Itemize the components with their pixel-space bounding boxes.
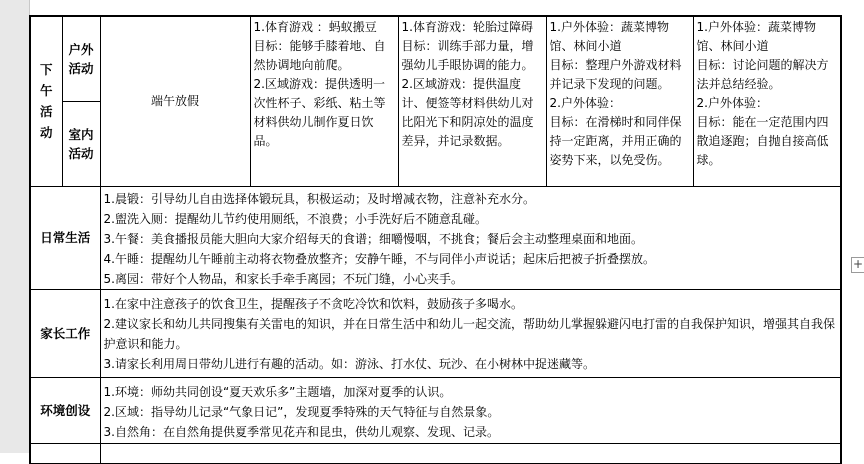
next-row-label	[30, 443, 100, 463]
afternoon-outdoor-row	[30, 16, 841, 101]
daily-life-row	[30, 186, 841, 289]
list-item: 1.环境：师幼共同创设“夏天欢乐多”主题墙，加深对夏季的认识。	[103, 384, 452, 399]
afternoon-activity-label: 下 午 活 动	[30, 16, 62, 186]
day5-afternoon-cell: 1.户外体验：蔬菜博物馆、林间小道 目标：讨论问题的解决方法并总结经验。 2.户外体验： 目标：能在一定范围内四散追逐跑；自抛自接高低球。	[693, 16, 841, 186]
next-row-content	[100, 443, 841, 463]
list-item: 2.建议家长和幼儿共同搜集有关雷电的知识，并在日常生活中和幼儿一起交流，帮助幼儿掌握躲避闪电打雷的自我保护知识，增强其自我保护意识和能力。	[103, 316, 835, 351]
day3-afternoon-cell: 1.体育游戏：轮胎过障碍 目标：训练手部力量，增强幼儿手眼协调的能力。 2.区域游戏：提供温度计、便签等材料供幼儿对比阳光下和阴凉处的温度差异，并记录数据。	[398, 16, 546, 186]
indoor-activity-label: 室内 活动	[62, 101, 100, 186]
next-row-partial	[30, 443, 841, 463]
daily-life-label: 日常生活	[30, 186, 100, 289]
day4-afternoon-cell: 1.户外体验：蔬菜博物馆、林间小道 目标：整理户外游戏材料并记录下发现的问题。 2.户外体验： 目标：在滑梯时和同伴保持一定距离，并用正确的姿势下来，以免受伤。	[546, 16, 693, 186]
left-margin-gutter	[0, 0, 30, 453]
environment-label: 环境创设	[30, 377, 100, 443]
list-item: 5.离园：带好个人物品，和家长手牵手离园；不玩门缝，小心夹手。	[103, 271, 463, 286]
list-item: 2.区域：指导幼儿记录“气象日记”，发现夏季特殊的天气特征与自然景象。	[103, 404, 500, 419]
parents-work-row	[30, 289, 841, 377]
day2-afternoon-cell: 1.体育游戏 ：蚂蚁搬豆 目标：能够手膝着地、自然协调地向前爬。 2.区域游戏：提供透明一次性杯子、彩纸、粘土等材料供幼儿制作夏日饮品。	[250, 16, 398, 186]
parents-work-label: 家长工作	[30, 289, 100, 377]
expand-icon[interactable]: +	[852, 257, 864, 271]
list-item: 3.自然角：在自然角提供夏季常见花卉和昆虫，供幼儿观察、发现、记录。	[103, 424, 499, 439]
daily-life-content	[100, 186, 841, 289]
outdoor-activity-label: 户外 活动	[62, 16, 100, 101]
holiday-text: 端午放假	[150, 93, 199, 108]
holiday-cell	[100, 16, 250, 186]
parents-work-content	[100, 289, 841, 377]
list-item: 3.请家长利用周日带幼儿进行有趣的活动。如：游泳、打水仗、玩沙、在小树林中捉迷藏等。	[103, 356, 595, 371]
right-margin	[848, 0, 864, 453]
weekly-plan-table	[29, 15, 842, 464]
list-item: 2.盥洗入厕：提醒幼儿节约使用厕纸，不浪费；小手洗好后不随意乱碰。	[103, 211, 487, 226]
list-item: 4.午睡：提醒幼儿午睡前主动将衣物叠放整齐；安静午睡，不与同伴小声说话；起床后把被子折叠摆放。	[103, 251, 655, 266]
environment-content	[100, 377, 841, 443]
environment-row	[30, 377, 841, 443]
list-item: 3.午餐：美食播报员能大胆向大家介绍每天的食谱；细嚼慢咽，不挑食；餐后会主动整理桌面和地面。	[103, 231, 643, 246]
list-item: 1.晨锻：引导幼儿自由选择体锻玩具，积极运动；及时增减衣物，注意补充水分。	[103, 191, 535, 206]
list-item: 1.在家中注意孩子的饮食卫生，提醒孩子不贪吃冷饮和饮料，鼓励孩子多喝水。	[103, 296, 523, 311]
